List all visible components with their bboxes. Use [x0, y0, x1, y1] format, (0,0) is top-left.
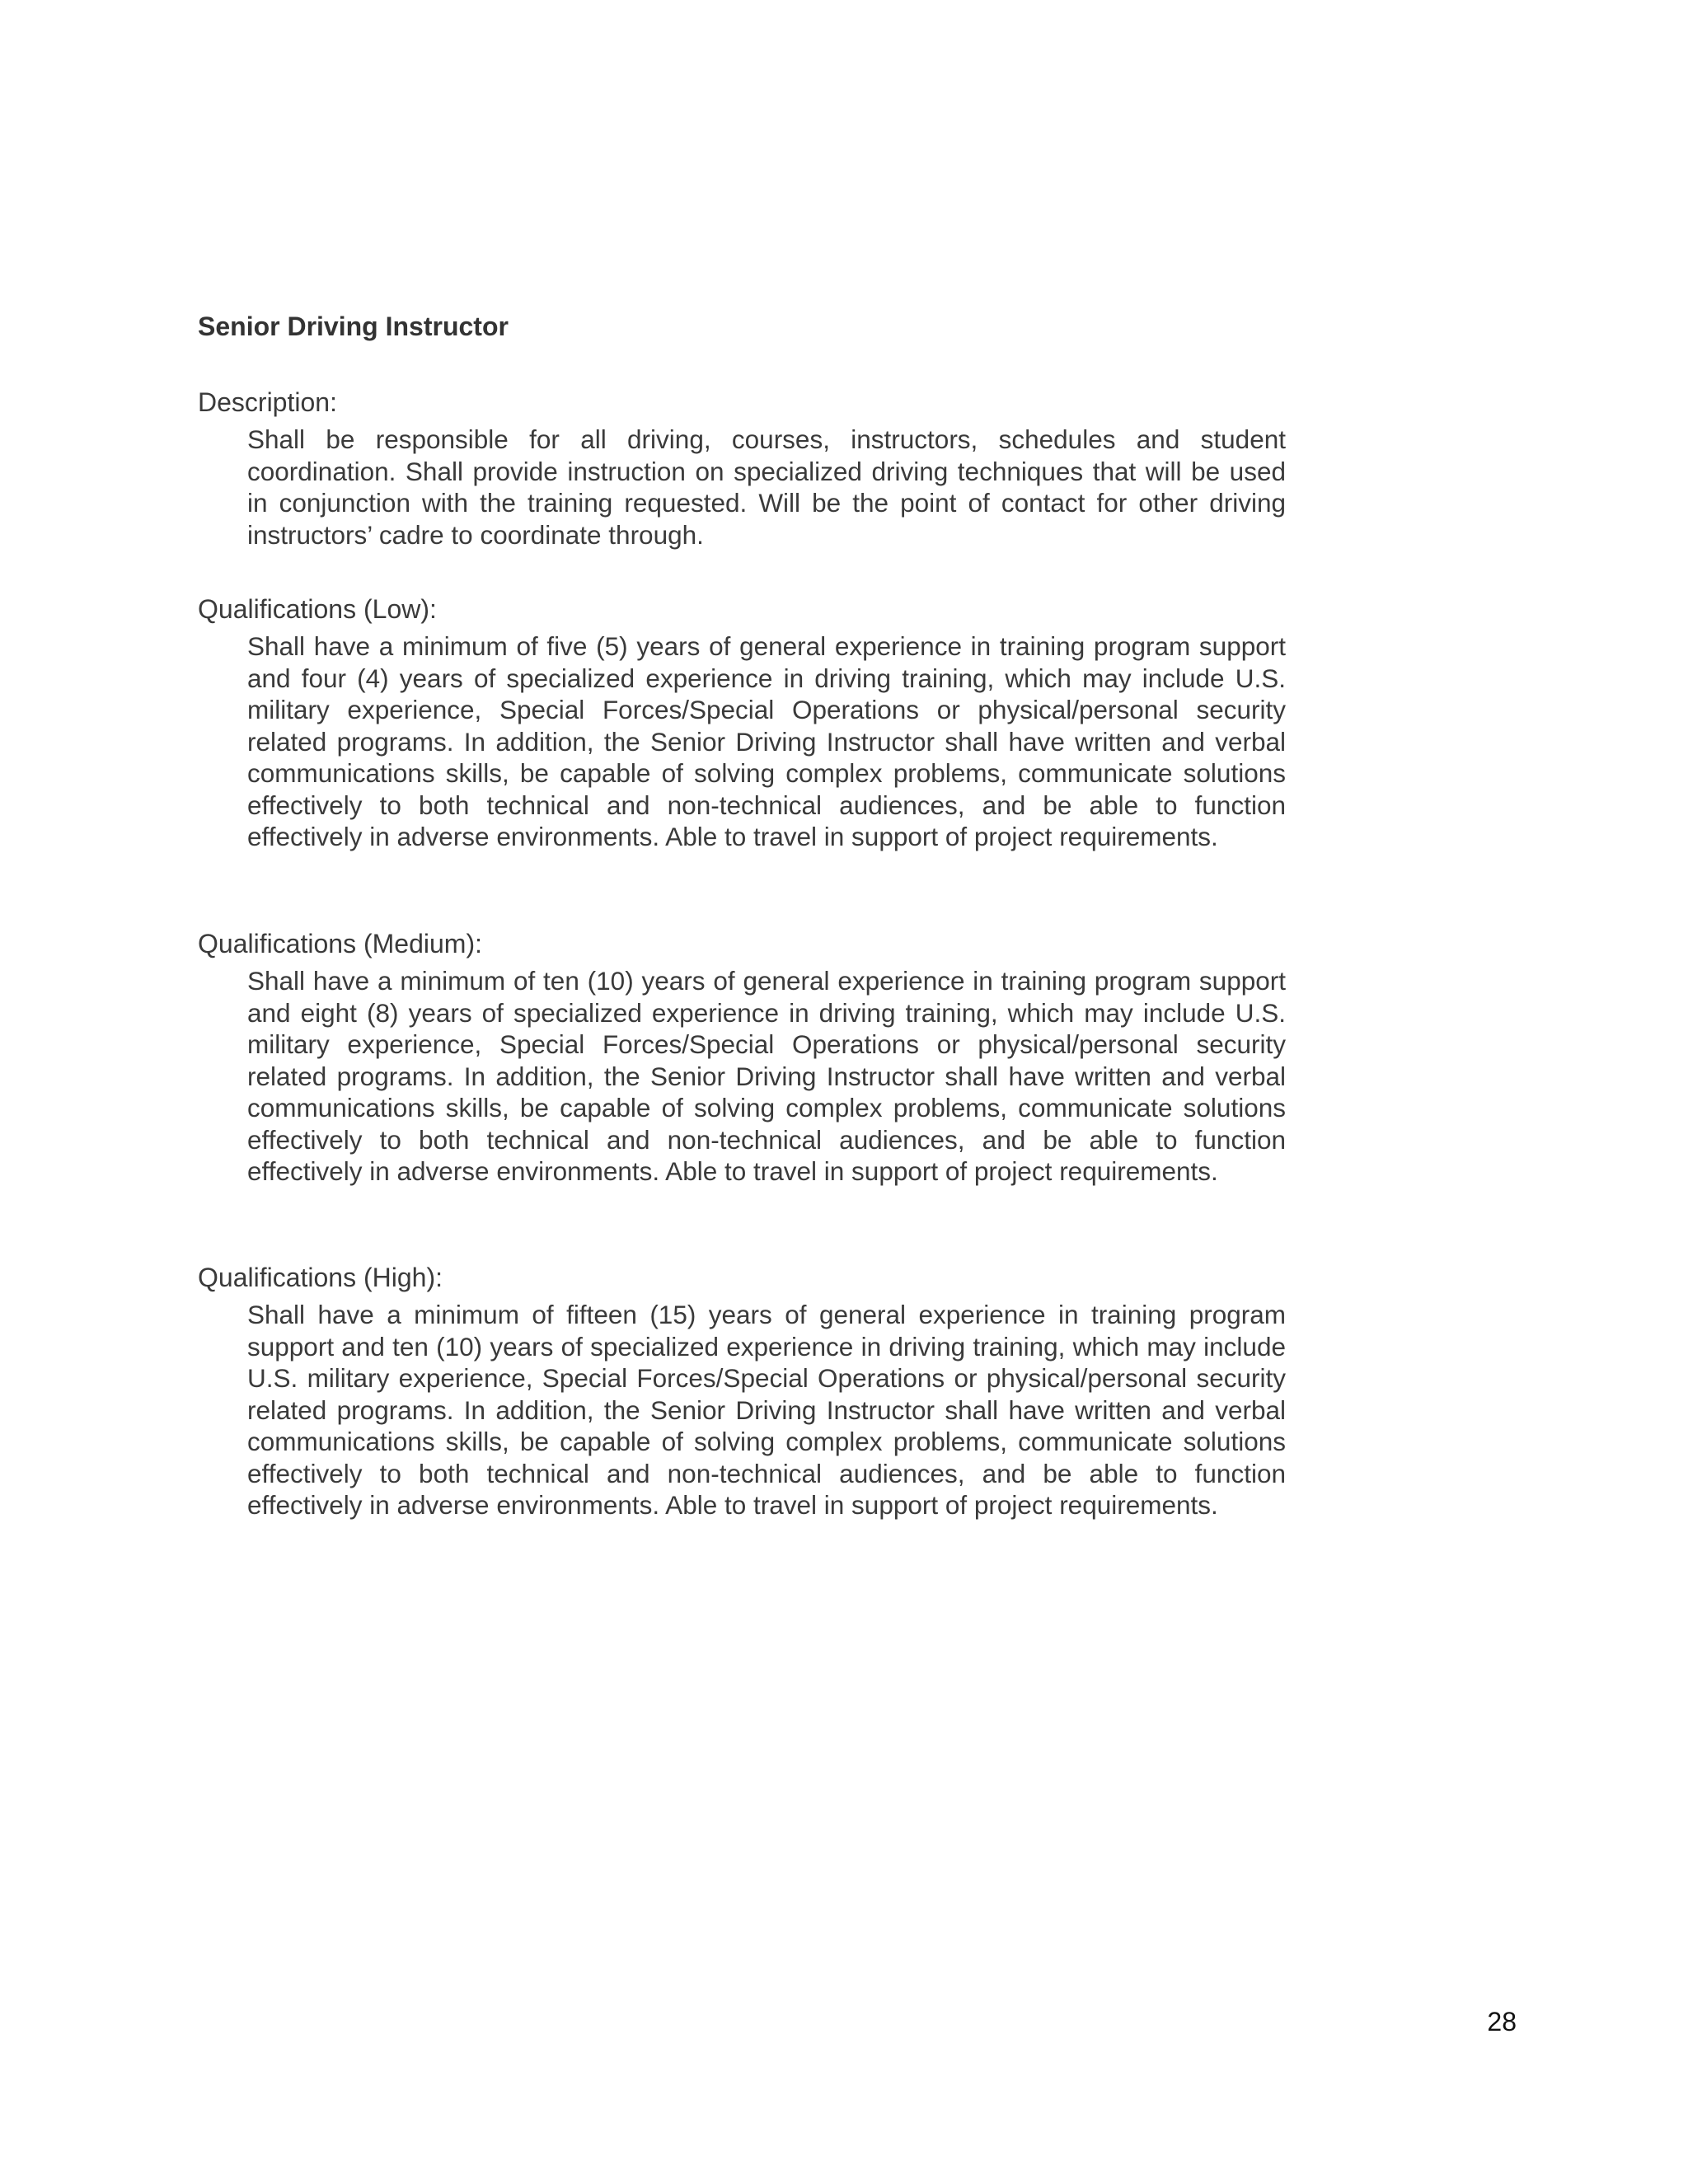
qualifications-low-label: Qualifications (Low):	[198, 594, 437, 624]
qualifications-high-label: Qualifications (High):	[198, 1263, 443, 1292]
page-title: Senior Driving Instructor	[198, 312, 509, 341]
qualifications-medium-label: Qualifications (Medium):	[198, 929, 482, 958]
description-label: Description:	[198, 387, 337, 417]
qualifications-high-text: Shall have a minimum of fifteen (15) years of general experience in training program support and ten (10) years of specialized experience in driving training, which may include U.S. military experience, Special Forces/Special Operations or physical/personal security related programs. In addition, the Senior Driving Instructor shall have written and verbal communications skills, be capable of solving complex problems, communicate solutions effectively to both technical and non-technical audiences, and be able to function effectively in adverse environments. Able to travel in support of project requirements.	[247, 1300, 1286, 1520]
qualifications-low-text: Shall have a minimum of five (5) years of general experience in training program support and four (4) years of specialized experience in driving training, which may include U.S. military experience, Special Forces/Special Operations or physical/personal security related programs. In addition, the Senior Driving Instructor shall have written and verbal communications skills, be capable of solving complex problems, communicate solutions effectively to both technical and non-technical audiences, and be able to function effectively in adverse environments. Able to travel in support of project requirements.	[247, 631, 1286, 851]
page-number: 28	[1487, 2007, 1517, 2036]
qualifications-medium-text: Shall have a minimum of ten (10) years of general experience in training program support and eight (8) years of specialized experience in driving training, which may include U.S. military experience, Special Forces/Special Operations or physical/personal security related programs. In addition, the Senior Driving Instructor shall have written and verbal communications skills, be capable of solving complex problems, communicate solutions effectively to both technical and non-technical audiences, and be able to function effectively in adverse environments. Able to travel in support of project requirements.	[247, 966, 1286, 1186]
description-text: Shall be responsible for all driving, courses, instructors, schedules and student coordination. Shall provide instruction on specialized driving techniques that will be used in conjunction with the training requested. Will be the point of contact for other driving instructors’ cadre to coordinate through.	[247, 424, 1286, 550]
